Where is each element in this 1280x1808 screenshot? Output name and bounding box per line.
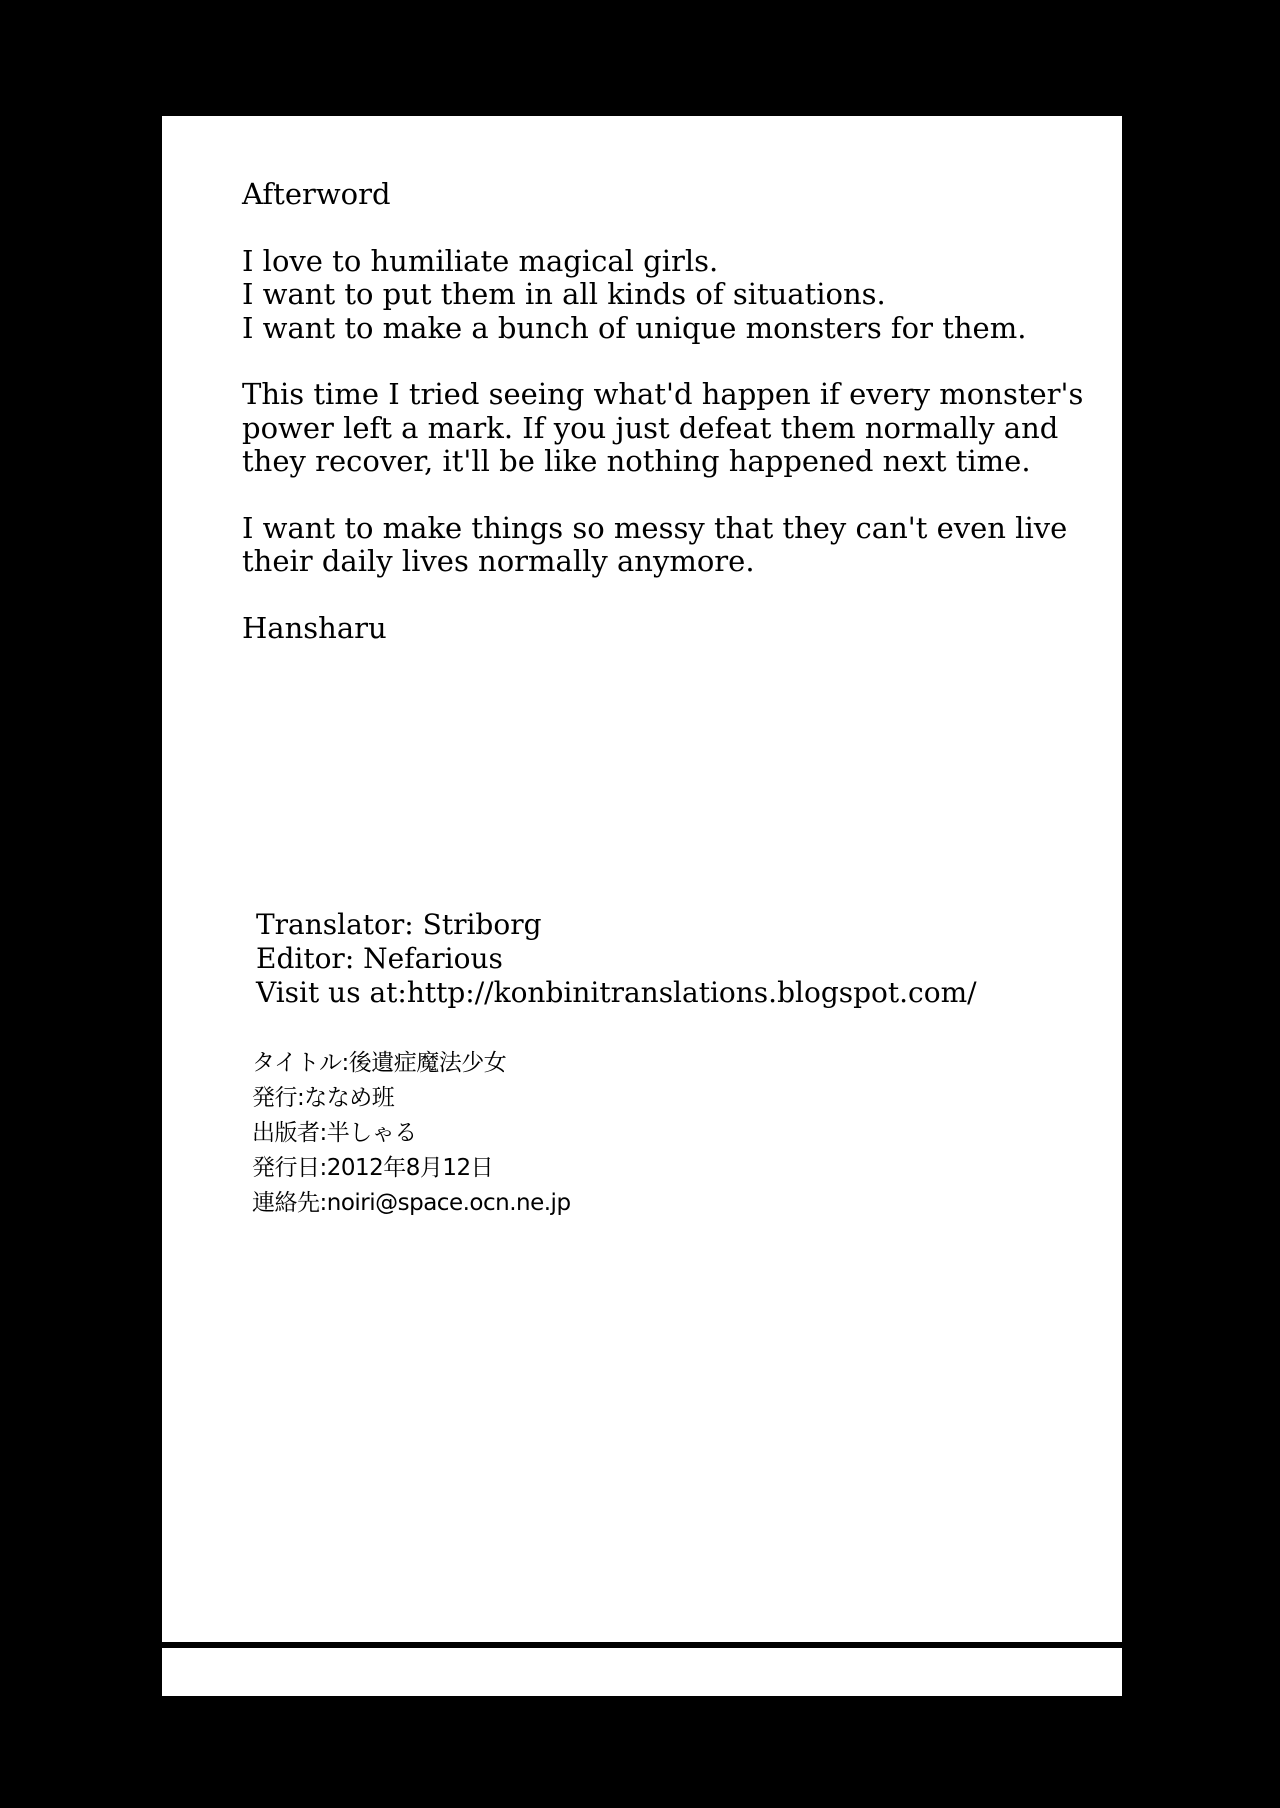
colophon — [252, 1046, 852, 1221]
afterword-paragraph-3: I want to make things so messy that they can't even live their daily lives normally anymore. — [242, 510, 1068, 578]
afterword-section — [242, 178, 1102, 678]
afterword-paragraph-2: This time I tried seeing what'd happen if every monster's power left a mark. If you just defeat them normally and they recover, it'll be like nothing happened next time. — [242, 377, 1084, 478]
bottom-white-strip — [162, 1648, 1122, 1696]
colophon-circle: 発行:ななめ班 — [252, 1085, 395, 1111]
translation-credits — [256, 908, 1116, 1010]
colophon-publisher: 出版者:半しゃる — [252, 1120, 417, 1146]
afterword-page — [162, 116, 1122, 1642]
colophon-date: 発行日:2012年8月12日 — [252, 1155, 494, 1181]
afterword-heading: Afterword — [242, 177, 391, 211]
colophon-contact: 連絡先:noiri@space.ocn.ne.jp — [252, 1190, 571, 1216]
afterword-signature: Hansharu — [242, 610, 387, 645]
visit-link-text: Visit us at:http://konbinitranslations.blogspot.com/ — [256, 976, 977, 1009]
editor-credit: Editor: Nefarious — [256, 942, 503, 975]
translator-credit: Translator: Striborg — [256, 908, 542, 941]
colophon-title: タイトル:後遺症魔法少女 — [252, 1050, 507, 1076]
afterword-paragraph-1: I love to humiliate magical girls. I want to put them in all kinds of situations. I want to make a bunch of unique monsters for them. — [242, 243, 1027, 345]
